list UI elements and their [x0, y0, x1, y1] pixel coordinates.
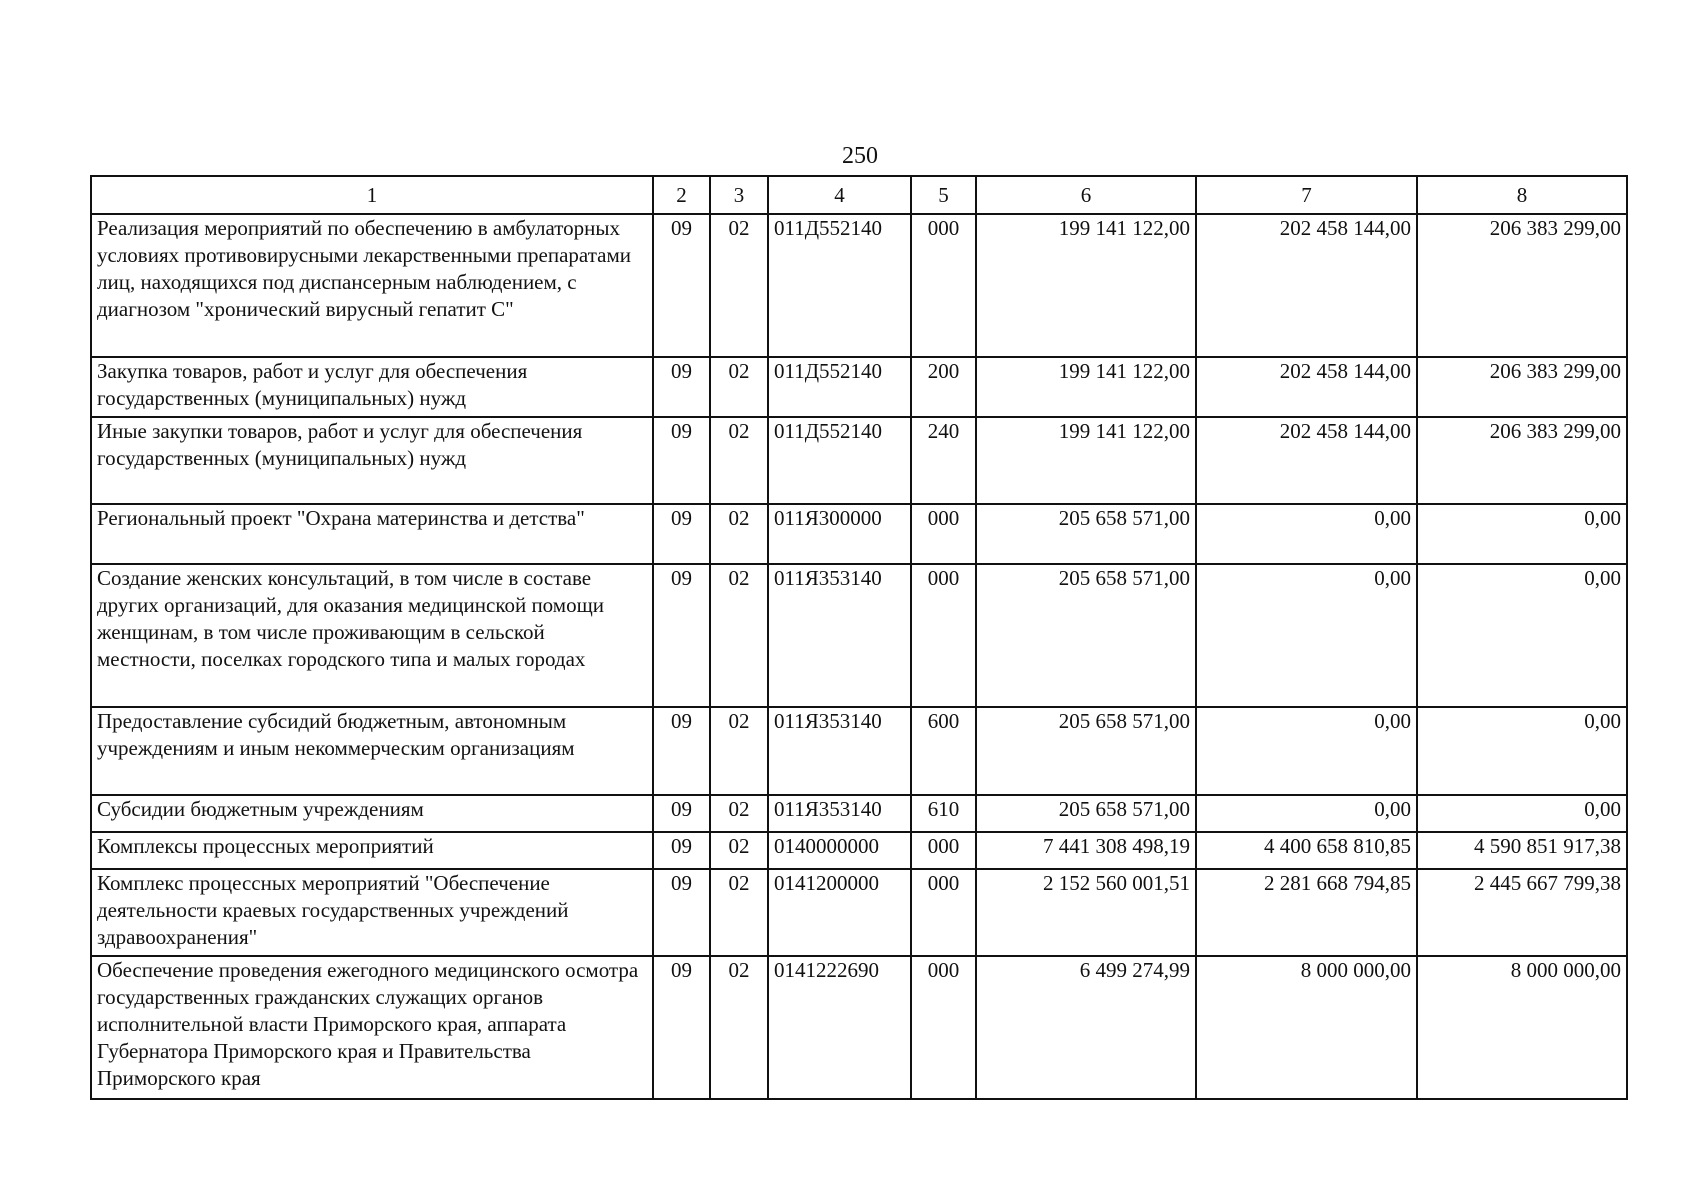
row-amount-col8: 0,00 — [1417, 504, 1627, 564]
row-target-article: 011Д552140 — [768, 214, 911, 357]
row-section: 09 — [653, 504, 710, 564]
row-expense-type: 200 — [911, 357, 976, 417]
row-subsection: 02 — [710, 564, 768, 707]
row-subsection: 02 — [710, 417, 768, 504]
table-header — [91, 176, 1627, 214]
row-amount-col7: 8 000 000,00 — [1196, 956, 1417, 1099]
row-amount-col7: 0,00 — [1196, 504, 1417, 564]
row-amount-col7: 0,00 — [1196, 707, 1417, 795]
budget-table — [90, 175, 1628, 1100]
row-subsection: 02 — [710, 869, 768, 956]
table-row — [91, 214, 1627, 357]
row-amount-col8: 206 383 299,00 — [1417, 357, 1627, 417]
table-row — [91, 869, 1627, 956]
row-amount-col8: 206 383 299,00 — [1417, 214, 1627, 357]
row-name: Обеспечение проведения ежегодного медицинского осмотра государственных гражданских служащих органов исполнительной власти Приморского края, аппарата Губернатора Приморского края и Правительства Приморского края — [91, 956, 653, 1099]
table-body — [91, 214, 1627, 1099]
row-target-article: 011Я353140 — [768, 795, 911, 832]
row-amount-col7: 4 400 658 810,85 — [1196, 832, 1417, 869]
row-subsection: 02 — [710, 832, 768, 869]
row-amount-col7: 0,00 — [1196, 795, 1417, 832]
row-expense-type: 600 — [911, 707, 976, 795]
row-amount-col7: 202 458 144,00 — [1196, 417, 1417, 504]
row-amount-col8: 0,00 — [1417, 707, 1627, 795]
column-header-5: 5 — [911, 176, 976, 214]
row-amount-col6: 199 141 122,00 — [976, 417, 1196, 504]
row-amount-col8: 206 383 299,00 — [1417, 417, 1627, 504]
row-target-article: 011Д552140 — [768, 357, 911, 417]
column-header-4: 4 — [768, 176, 911, 214]
row-expense-type: 000 — [911, 214, 976, 357]
row-section: 09 — [653, 707, 710, 795]
column-header-6: 6 — [976, 176, 1196, 214]
row-name: Реализация мероприятий по обеспечению в амбулаторных условиях противовирусными лекарственными препаратами лиц, находящихся под диспансерным наблюдением, с диагнозом "хронический вирусный гепатит С" — [91, 214, 653, 357]
row-amount-col6: 205 658 571,00 — [976, 707, 1196, 795]
table-row — [91, 504, 1627, 564]
header-row — [91, 176, 1627, 214]
row-expense-type: 000 — [911, 956, 976, 1099]
row-amount-col6: 6 499 274,99 — [976, 956, 1196, 1099]
table-row — [91, 795, 1627, 832]
row-section: 09 — [653, 214, 710, 357]
row-target-article: 011Я300000 — [768, 504, 911, 564]
row-amount-col8: 0,00 — [1417, 795, 1627, 832]
row-subsection: 02 — [710, 214, 768, 357]
table-row — [91, 564, 1627, 707]
row-subsection: 02 — [710, 504, 768, 564]
row-expense-type: 610 — [911, 795, 976, 832]
row-amount-col7: 202 458 144,00 — [1196, 357, 1417, 417]
table-row — [91, 832, 1627, 869]
column-header-7: 7 — [1196, 176, 1417, 214]
column-header-2: 2 — [653, 176, 710, 214]
row-expense-type: 240 — [911, 417, 976, 504]
row-target-article: 0141200000 — [768, 869, 911, 956]
row-name: Закупка товаров, работ и услуг для обеспечения государственных (муниципальных) нужд — [91, 357, 653, 417]
column-header-1: 1 — [91, 176, 653, 214]
row-expense-type: 000 — [911, 832, 976, 869]
table-row — [91, 956, 1627, 1099]
row-amount-col8: 2 445 667 799,38 — [1417, 869, 1627, 956]
row-name: Субсидии бюджетным учреждениям — [91, 795, 653, 832]
row-amount-col6: 7 441 308 498,19 — [976, 832, 1196, 869]
row-section: 09 — [653, 956, 710, 1099]
row-target-article: 011Я353140 — [768, 707, 911, 795]
row-name: Создание женских консультаций, в том числе в составе других организаций, для оказания медицинской помощи женщинам, в том числе проживающим в сельской местности, поселках городского типа и малых городах — [91, 564, 653, 707]
row-subsection: 02 — [710, 707, 768, 795]
row-amount-col7: 202 458 144,00 — [1196, 214, 1417, 357]
row-amount-col6: 205 658 571,00 — [976, 504, 1196, 564]
row-section: 09 — [653, 795, 710, 832]
row-amount-col6: 205 658 571,00 — [976, 564, 1196, 707]
row-amount-col7: 0,00 — [1196, 564, 1417, 707]
row-name: Комплексы процессных мероприятий — [91, 832, 653, 869]
row-section: 09 — [653, 357, 710, 417]
row-section: 09 — [653, 564, 710, 707]
row-amount-col7: 2 281 668 794,85 — [1196, 869, 1417, 956]
row-target-article: 011Я353140 — [768, 564, 911, 707]
row-name: Комплекс процессных мероприятий "Обеспечение деятельности краевых государственных учреждений здравоохранения" — [91, 869, 653, 956]
row-amount-col6: 199 141 122,00 — [976, 214, 1196, 357]
row-amount-col6: 2 152 560 001,51 — [976, 869, 1196, 956]
row-name: Региональный проект "Охрана материнства и детства" — [91, 504, 653, 564]
table-row — [91, 417, 1627, 504]
row-amount-col8: 8 000 000,00 — [1417, 956, 1627, 1099]
row-amount-col6: 199 141 122,00 — [976, 357, 1196, 417]
row-section: 09 — [653, 869, 710, 956]
row-section: 09 — [653, 417, 710, 504]
row-name: Иные закупки товаров, работ и услуг для обеспечения государственных (муниципальных) нужд — [91, 417, 653, 504]
row-subsection: 02 — [710, 357, 768, 417]
row-subsection: 02 — [710, 956, 768, 1099]
row-amount-col6: 205 658 571,00 — [976, 795, 1196, 832]
row-target-article: 0141222690 — [768, 956, 911, 1099]
row-expense-type: 000 — [911, 564, 976, 707]
column-header-8: 8 — [1417, 176, 1627, 214]
table-row — [91, 707, 1627, 795]
row-expense-type: 000 — [911, 869, 976, 956]
table-row — [91, 357, 1627, 417]
row-amount-col8: 0,00 — [1417, 564, 1627, 707]
column-header-3: 3 — [710, 176, 768, 214]
row-amount-col8: 4 590 851 917,38 — [1417, 832, 1627, 869]
row-target-article: 0140000000 — [768, 832, 911, 869]
row-section: 09 — [653, 832, 710, 869]
row-target-article: 011Д552140 — [768, 417, 911, 504]
row-subsection: 02 — [710, 795, 768, 832]
row-name: Предоставление субсидий бюджетным, автономным учреждениям и иным некоммерческим организациям — [91, 707, 653, 795]
row-expense-type: 000 — [911, 504, 976, 564]
page-number: 250 — [842, 143, 878, 169]
